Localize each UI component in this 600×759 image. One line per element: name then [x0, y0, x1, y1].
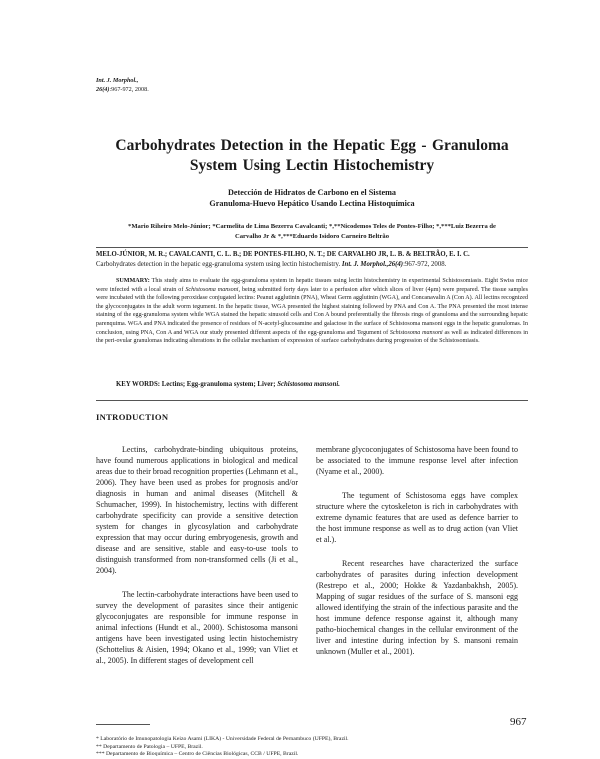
summary-text-c: as well as indicated differences in the peri-ovular granulomas indicating alterations in the cellular mechanism of expression of surface carbohydrates during progression of the Schistosomiasis.: [96, 329, 528, 345]
title-line-2: System Using Lectin Histochemistry: [189, 157, 435, 174]
authors-line-2: Carvalho Jr & *,***Eduardo Isidoro Carneiro Beltrão: [234, 233, 390, 240]
subtitle-line-1: Detección de Hidratos de Carbono en el Sistema: [227, 188, 397, 197]
keywords-text: KEY WORDS: Lectins; Egg-granuloma system; Liver;: [116, 381, 278, 388]
right-paragraph-1: membrane glycoconjugates of Schistosoma have been found to be associated to the immune response level after infection (Nyame et al., 2000).: [316, 445, 518, 476]
citation-pages: :967-972, 2008.: [403, 260, 447, 268]
summary-abstract: [96, 277, 528, 346]
summary-text-a: This study aims to evaluate the egg-granuloma system in hepatic tissues using lectin histochemistry in experimental Schistosomiasis. Eight Swiss mice were infected with a local strain of: [96, 278, 528, 293]
summary-species-2: Schistosoma mansoni: [389, 329, 443, 336]
citation-block: [96, 250, 528, 269]
spanish-title: [96, 187, 528, 209]
right-column: [316, 444, 518, 670]
right-paragraph-3: Recent researches have characterized the surface carbohydrates of parasites during infection development (Restrepo et al., 2000; Hokke & Yazdanbakhsh, 2005). Mapping of sugar residues of the surface of S. mansoni egg allowed identifying the strain of the infectious parasite and the host immune defence response against it, although many patho-biochemical changes in the cellular environment of the liver and intestine during infection by S. mansoni remain unknown (Muller et al., 2001).: [316, 559, 518, 656]
author-list: [96, 222, 528, 242]
footnote-3: *** Departamento de Bioquímica – Centro de Ciências Biológicas, CCB / UFPE, Brazil.: [96, 751, 299, 758]
left-paragraph-1: Lectins, carbohydrate-binding ubiquitous proteins, have found numerous applications in biological and medical areas due to their broad recognition properties (Lehmann et al., 2006). They have been used as probes for prognosis and/or diagnosis in human and animal diseases (Mitchell & Schumacher, 1999). In histochemistry, lectins with different carbohydrate specificity can provide a sensitive detection system for changes in glycosylation and carbohydrate expression that may occur during embryogenesis, growth and disease and are sensitive, stable and easy-to-use tools to distinguish transformed from non-transformed cells (Ji et al., 2004).: [96, 445, 298, 575]
title-line-1: Carbohydrates Detection in the Hepatic Egg - Granuloma: [115, 137, 509, 154]
summary-label: SUMMARY:: [116, 278, 150, 284]
page-number: 967: [510, 716, 527, 728]
journal-pages: :967-972, 2008.: [109, 86, 149, 93]
footnote-1: * Laboratório de Imunopatologia Keizo Asami (LIKA) - Universidade Federal de Pernambuco (UFPE), Brazil.: [96, 736, 349, 742]
paper-title: [96, 136, 528, 176]
section-heading-introduction: INTRODUCTION: [96, 412, 169, 422]
right-paragraph-2: The tegument of Schistosoma eggs have complex structure where the cytoskeleton is rich in carbohydrates with extreme dynamic features that are used as defence barrier to the host immune response as well as to drug action (van Vliet et al.).: [316, 491, 518, 544]
summary-species-1: Schistosoma mansoni,: [185, 286, 240, 293]
left-column: [96, 444, 298, 679]
authors-line-1: *Mario Riheiro Melo-Júnior; *Carmelita de Lima Bezerra Cavalcanti; *,**Nicodemos Teles de Pontes-Filho; *,***Luiz Bezerra de: [128, 223, 496, 230]
footnotes: [96, 736, 349, 759]
summary-text-b: being submitted forty days later to a perfusion after which slices of liver (4μm) were prepared. The tissue samples were incubated with the following peroxidase conjugated lectins: Peanut agglutinin (PNA), Wheat Germ agglutinin (WGA), and Concanavalin A (Con A). All lectins recognized the glycoconjugates in the adult worm tegument. In the hepatic tissue, WGA presented the highest staining followed by PNA and Con A. The PNA presented the most intense staining of the egg-granuloma system while WGA stained the hepatic sinusoid cells and Con A bound preferentially the fibrosis rings of granuloma and the surrounding hepatic parenquima. WGA and PNA indicated the presence of residues of N-acetyl-glucosamine and galactose in the surface of Schistosoma mansoni eggs in the hepatic granulomas. In conclusion, using PNA, Con A and WGA our study presented different aspects of the egg-granuloma and Tegument of: [96, 286, 529, 336]
keywords-species: Schistosoma mansoni.: [277, 381, 340, 388]
footnote-divider: [96, 724, 150, 725]
subtitle-line-2: Granuloma-Huevo Hepático Usando Lectina Histoquímica: [209, 199, 415, 208]
citation-authors: MELO-JÚNIOR, M. R.; CAVALCANTI, C. L. B.; DE PONTES-FILHO, N. T.; DE CARVALHO JR, L. B. & BELTRÃO, E. I. C.: [96, 251, 470, 258]
footnote-2: ** Departamento de Patologia – UFPE, Brazil.: [96, 743, 203, 750]
citation-journal: Int. J. Morphol.,26(4): [341, 260, 404, 268]
abstract-divider: [96, 400, 528, 401]
journal-reference: [96, 76, 149, 94]
key-words: [96, 381, 528, 388]
journal-name: Int. J. Morphol.,: [96, 77, 139, 84]
citation-title: Carbohydrates detection in the hepatic egg-granuloma system using lectin histochemistry.: [96, 260, 342, 268]
header-divider: [96, 247, 528, 248]
left-paragraph-2: The lectin-carbohydrate interactions have been used to survey the development of parasites since their antigenic glycoconjugates are responsible for immune response in animal infections (Hundt et al., 2000). Schistosoma mansoni antigens have been investigated using lectin histochemistry (Schottelius & Aisien, 1994; Okano et al., 1999; van Vliet et al., 2005). In different stages of development cell: [96, 590, 298, 665]
journal-volume: 26(4): [96, 86, 110, 93]
